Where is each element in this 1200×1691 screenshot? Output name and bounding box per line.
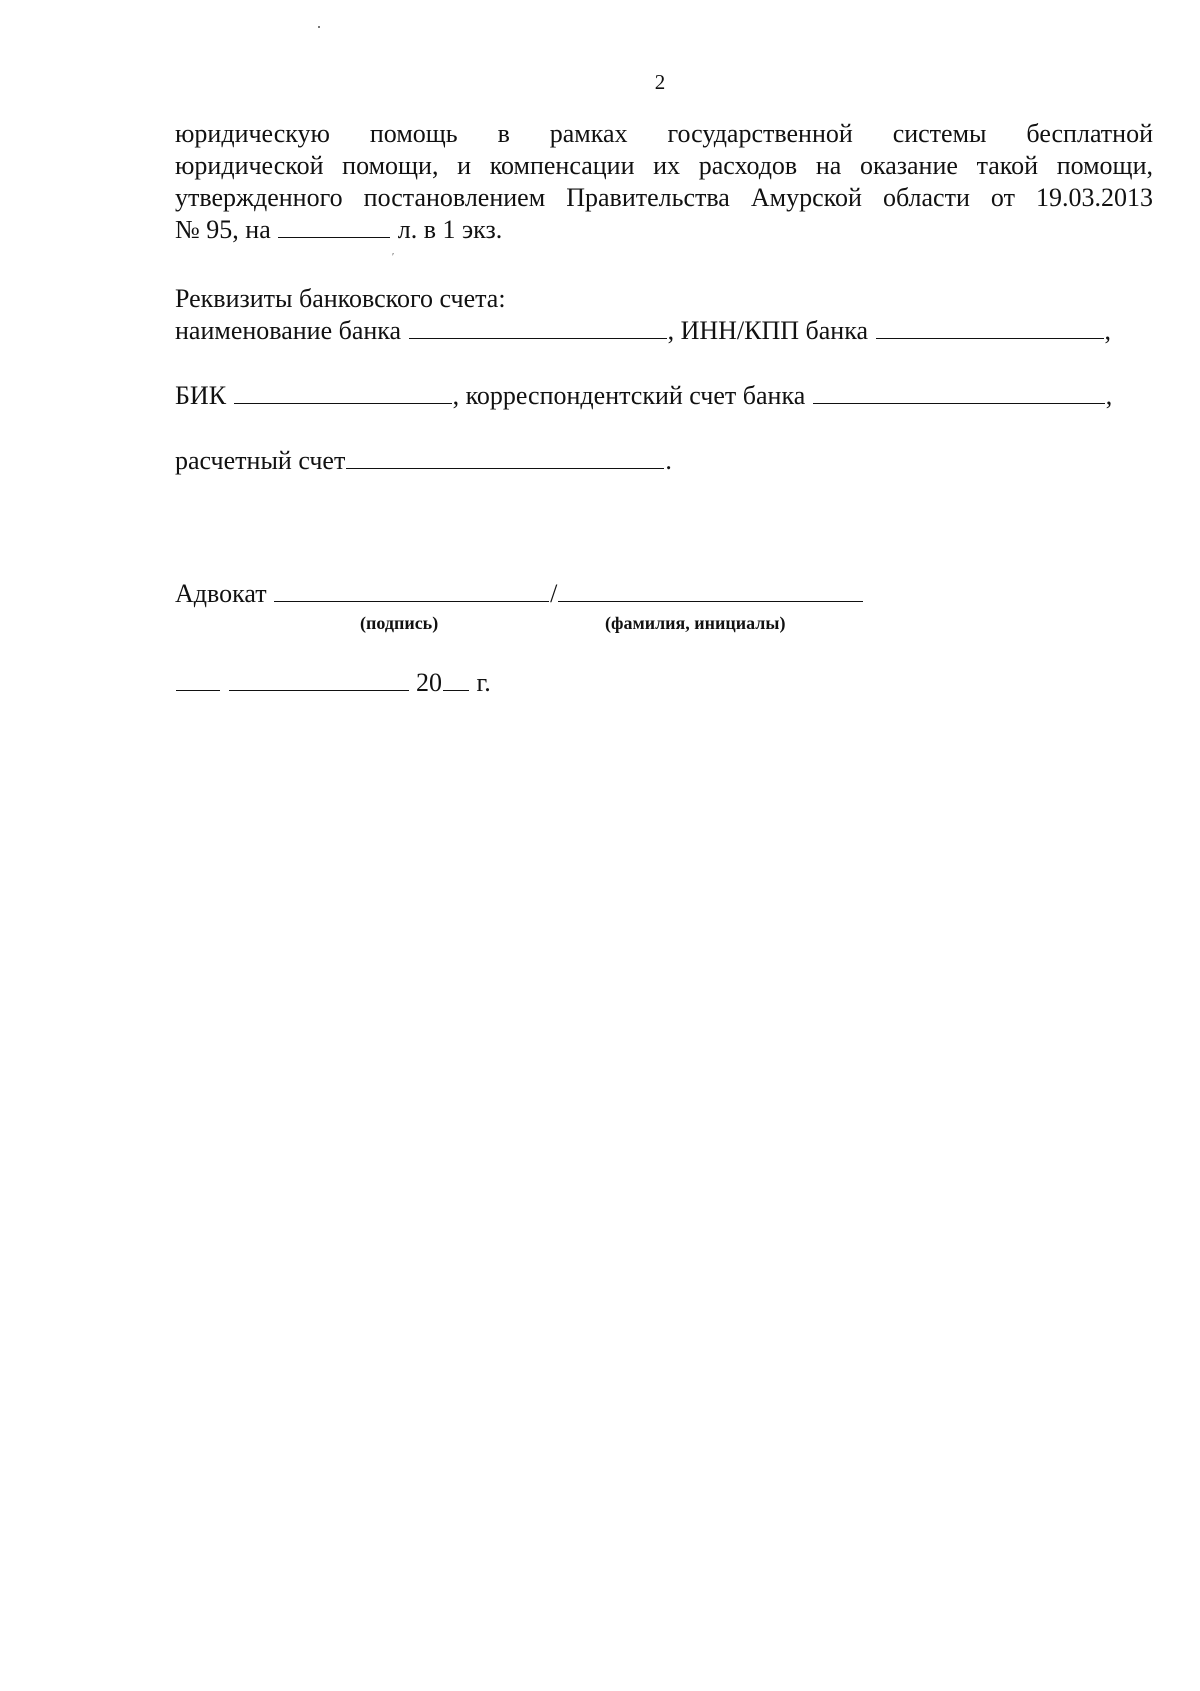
settlement-account-period: . [665, 446, 672, 475]
signature-row [175, 578, 864, 610]
inn-kpp-comma: , [1104, 316, 1111, 345]
bank-name-row [175, 315, 1111, 347]
inn-kpp-label: , ИНН/КПП банка [667, 316, 868, 345]
name-initials-caption: (фамилия, инициалы) [605, 613, 786, 633]
page-number: 2 [654, 70, 666, 94]
sheet-count-prefix: № 95, на [175, 215, 271, 244]
bik-row [175, 380, 1112, 412]
inn-kpp-blank[interactable] [876, 316, 1104, 339]
paragraph-line-4 [175, 214, 502, 246]
corr-account-comma: , [1105, 381, 1113, 410]
scan-speck [318, 26, 320, 28]
signature-label: Адвокат [175, 579, 267, 608]
bik-blank[interactable] [234, 381, 452, 404]
date-year-suffix: г. [476, 668, 491, 697]
date-year-blank[interactable] [443, 668, 469, 691]
paragraph-line-2: юридической помощи, и компенсации их расходов на оказание такой помощи, [175, 151, 1153, 180]
signature-caption: (подпись) [360, 613, 439, 633]
settlement-account-row [175, 445, 672, 477]
date-row [175, 667, 491, 699]
date-year-prefix: 20 [416, 668, 442, 697]
settlement-account-label: расчетный счет [175, 446, 346, 475]
bank-name-label: наименование банка [175, 316, 402, 345]
bank-details-heading: Реквизиты банковского счета: [175, 284, 506, 313]
sheet-count-blank[interactable] [278, 215, 390, 238]
bank-name-blank[interactable] [409, 316, 667, 339]
paragraph-line-1: юридическую помощь в рамках государственной системы бесплатной [175, 119, 1153, 148]
bik-label: БИК [175, 381, 227, 410]
signature-slash: / [550, 579, 558, 608]
name-initials-blank[interactable] [558, 579, 863, 602]
corr-account-blank[interactable] [813, 381, 1105, 404]
corr-account-label: , корреспондентский счет банка [452, 381, 806, 410]
settlement-account-blank[interactable] [346, 446, 664, 469]
date-day-blank[interactable] [176, 668, 220, 691]
sheet-count-suffix: л. в 1 экз. [397, 215, 503, 244]
paragraph-line-3: утвержденного постановлением Правительства Амурской области от 19.03.2013 [175, 183, 1153, 212]
scan-mark: ′ [392, 252, 395, 263]
signature-blank[interactable] [274, 579, 549, 602]
date-month-blank[interactable] [229, 668, 409, 691]
